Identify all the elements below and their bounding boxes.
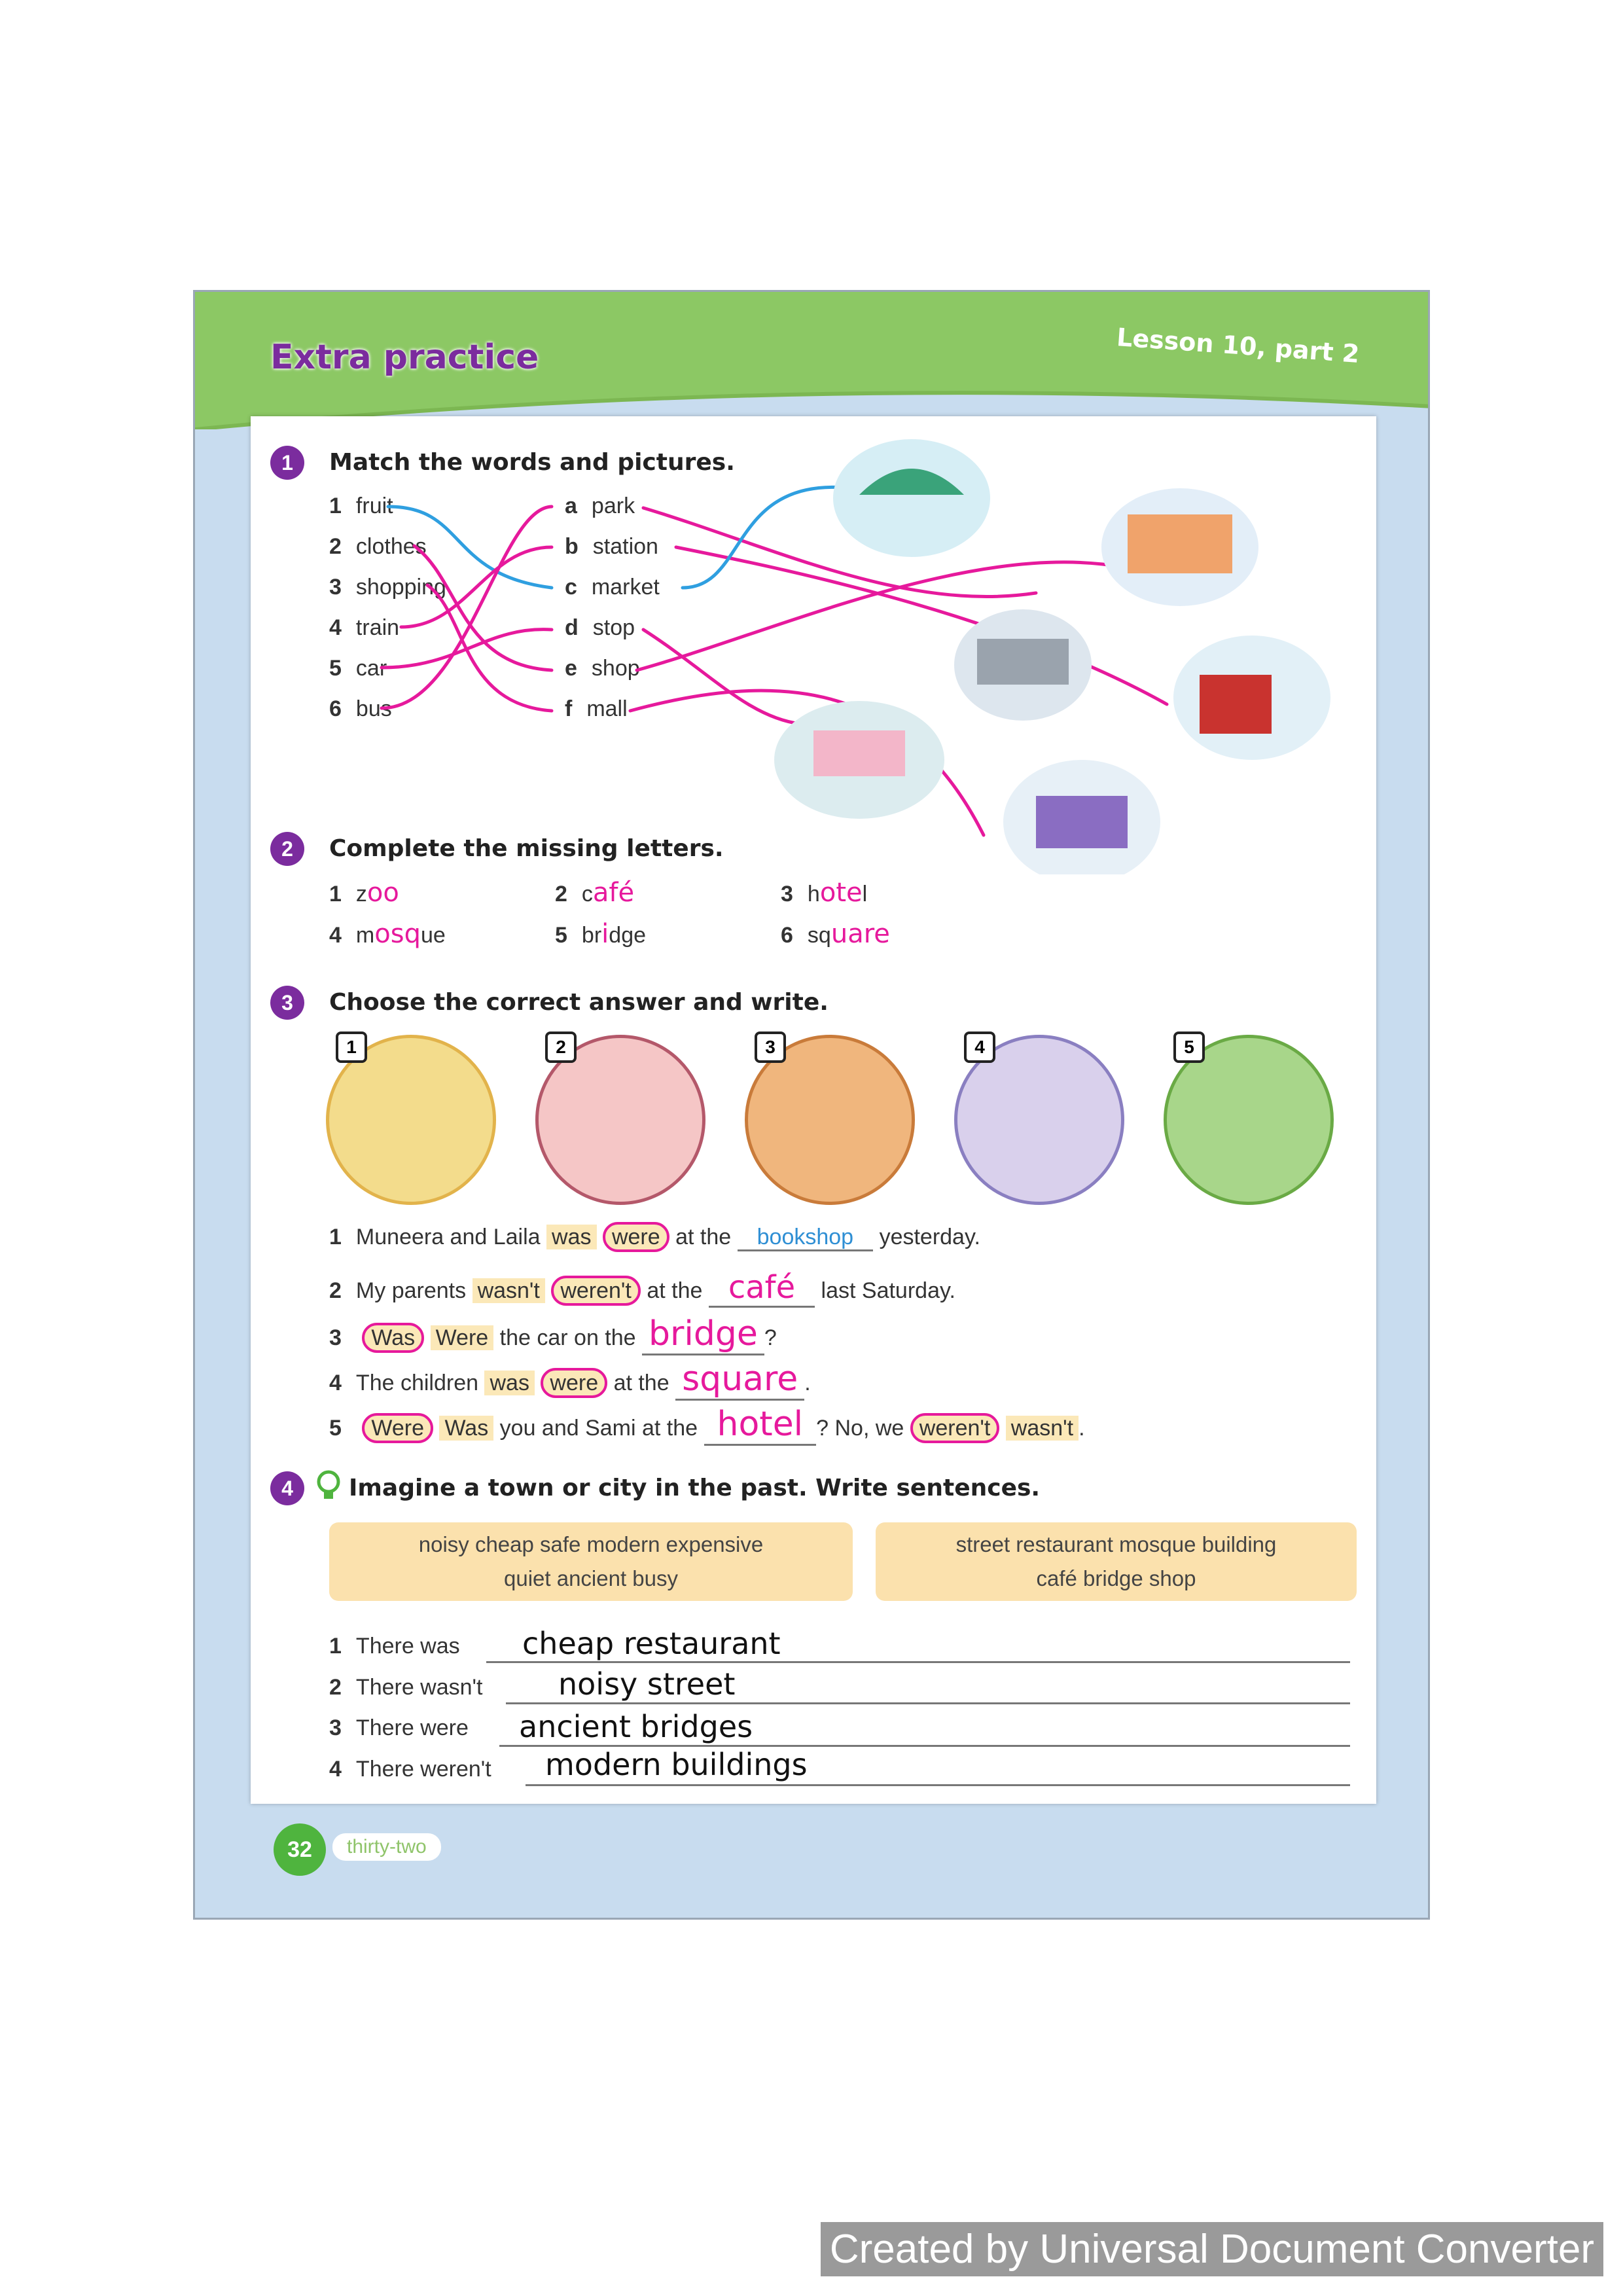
given-letters: m	[355, 923, 375, 948]
option-was[interactable]: Was	[439, 1416, 493, 1441]
sentence-text: ?	[764, 1325, 777, 1350]
item-word: park	[591, 493, 635, 518]
item-word: station	[592, 534, 658, 559]
prompt-text: There weren't	[355, 1757, 491, 1782]
exercise-1-heading: Match the words and pictures.	[329, 449, 735, 476]
matching-lines	[251, 416, 1376, 874]
sentence-text: last Saturday.	[821, 1278, 955, 1303]
item-number: 5	[329, 1416, 342, 1441]
word-box-line: noisy cheap safe modern expensive	[418, 1532, 764, 1556]
clothes-shop-shape	[1036, 796, 1128, 848]
word-box-line: street restaurant mosque building	[955, 1532, 1277, 1556]
writing-line	[506, 1702, 1350, 1704]
exercise-1-number: 1	[270, 446, 304, 480]
workbook-page	[193, 290, 1430, 1920]
answer-letters: uare	[830, 919, 890, 949]
sentence-text: yesterday.	[879, 1225, 980, 1249]
given-letters: br	[581, 923, 602, 948]
item-word: mall	[586, 696, 628, 721]
answer-letters: afé	[592, 878, 635, 908]
option-wasnt[interactable]: wasn't	[1006, 1416, 1079, 1441]
item-number: 6	[781, 923, 793, 948]
sentence-text: Muneera and Laila	[355, 1225, 541, 1249]
answer-letters: i	[601, 919, 609, 949]
word-box-line: café bridge shop	[1036, 1566, 1196, 1590]
match-line-car-park	[382, 630, 552, 668]
item-letter: f	[565, 696, 573, 721]
page-number: 32	[274, 1823, 326, 1876]
given-letters: ue	[420, 923, 446, 948]
scene-pictures	[774, 439, 1330, 874]
market-building-shape	[1128, 514, 1232, 573]
sentence-text: .	[1079, 1416, 1085, 1441]
item-number: 3	[781, 882, 793, 906]
picture-badge: 3	[755, 1031, 786, 1063]
option-were-circled[interactable]: were	[603, 1222, 669, 1252]
item-number: 3	[329, 1325, 342, 1350]
option-was[interactable]: was	[546, 1225, 596, 1249]
missing-letters-item	[555, 878, 634, 908]
item-word: bus	[355, 696, 392, 721]
item-letter: c	[565, 575, 577, 600]
answer-letters: oo	[366, 878, 399, 908]
item-number: 4	[329, 1757, 342, 1782]
written-answer-4[interactable]: modern buildings	[545, 1747, 808, 1782]
option-were[interactable]: Were	[431, 1325, 494, 1350]
written-answer-1[interactable]: cheap restaurant	[522, 1626, 781, 1661]
sentence-4	[329, 1359, 811, 1399]
answer-letters: osq	[374, 919, 421, 949]
nouns-word-box	[876, 1522, 1357, 1601]
answer-blank[interactable]: bridge	[642, 1314, 764, 1355]
item-number: 1	[329, 1634, 342, 1659]
item-number: 3	[329, 1715, 342, 1740]
answer-blank[interactable]: square	[675, 1359, 804, 1401]
item-number: 1	[329, 1225, 342, 1249]
item-number: 2	[329, 1278, 342, 1303]
given-letters: h	[807, 882, 820, 906]
sentence-text: the car on the	[499, 1325, 636, 1350]
lesson-label: Lesson 10, part 2	[1116, 323, 1361, 368]
match-line-fruit-market	[388, 507, 552, 588]
option-werent-circled[interactable]: weren't	[551, 1276, 641, 1306]
sentence-text: The children	[355, 1371, 479, 1395]
item-number: 1	[329, 493, 342, 518]
missing-letters-item	[781, 878, 867, 908]
writing-line	[486, 1661, 1350, 1663]
given-letters: sq	[807, 923, 831, 948]
exercise-3-number: 3	[270, 986, 304, 1020]
prompt-text: There were	[355, 1715, 469, 1740]
page-title: Extra practice	[270, 338, 539, 377]
sentence-1	[329, 1225, 980, 1250]
car-park-shape	[977, 639, 1069, 685]
item-number: 4	[329, 1371, 342, 1395]
sentence-2	[329, 1269, 955, 1306]
writing-line-3-prompt	[329, 1715, 469, 1741]
writing-line-4-prompt	[329, 1757, 491, 1782]
item-letter: d	[565, 615, 579, 640]
picture-line-market	[683, 487, 853, 588]
written-answer-3[interactable]: ancient bridges	[519, 1709, 753, 1744]
item-word: train	[355, 615, 400, 640]
prompt-text: There was	[355, 1634, 460, 1659]
exercise-2-number: 2	[270, 832, 304, 866]
converter-watermark: Created by Universal Document Converter	[821, 2222, 1603, 2276]
picture-badge: 2	[545, 1031, 577, 1063]
sentence-text: at the	[675, 1225, 732, 1249]
page-number-words: thirty-two	[332, 1833, 441, 1861]
sentence-5	[329, 1405, 1085, 1444]
answer-blank[interactable]: bookshop	[738, 1225, 873, 1251]
option-was-circled[interactable]: Was	[362, 1323, 424, 1353]
writing-line-1-prompt	[329, 1634, 460, 1659]
missing-letters-item	[781, 919, 890, 949]
option-werent-circled[interactable]: weren't	[910, 1413, 1000, 1443]
item-number: 4	[329, 923, 342, 948]
adjectives-word-box	[329, 1522, 853, 1601]
item-letter: b	[565, 534, 579, 559]
item-number: 6	[329, 696, 342, 721]
exercise-4-heading: Imagine a town or city in the past. Write sentences.	[349, 1475, 1041, 1501]
prompt-text: There wasn't	[355, 1675, 483, 1700]
item-number: 2	[329, 1675, 342, 1700]
option-was[interactable]: was	[484, 1371, 534, 1395]
item-number: 5	[329, 656, 342, 681]
given-letters: z	[355, 882, 367, 906]
page-header	[195, 292, 1430, 429]
exercise-sheet	[251, 416, 1376, 1804]
item-number: 2	[555, 882, 567, 906]
writing-line-2-prompt	[329, 1675, 483, 1700]
answer-letters: ote	[819, 878, 863, 908]
given-letters: dge	[609, 923, 647, 948]
item-number: 5	[555, 923, 567, 948]
written-answer-2[interactable]: noisy street	[558, 1666, 736, 1702]
item-word: stop	[592, 615, 635, 640]
missing-letters-item	[329, 919, 446, 949]
given-letters: l	[862, 882, 868, 906]
park-picture	[833, 439, 990, 557]
missing-letters-item	[555, 919, 646, 949]
item-letter: a	[565, 493, 577, 518]
sentence-text: at the	[613, 1371, 669, 1395]
sentence-text: .	[804, 1371, 811, 1395]
given-letters: c	[581, 882, 593, 906]
sentence-text: ? No, we	[816, 1416, 904, 1441]
item-number: 2	[329, 534, 342, 559]
item-letter: e	[565, 656, 577, 681]
sentence-text: My parents	[355, 1278, 467, 1303]
item-word: car	[355, 656, 387, 681]
item-word: clothes	[355, 534, 427, 559]
match-line-bus-stop	[382, 507, 552, 708]
item-number: 1	[329, 882, 342, 906]
missing-letters-item	[329, 878, 399, 908]
sentence-text: you and Sami at the	[499, 1416, 698, 1441]
picture-badge: 1	[336, 1031, 367, 1063]
exercise-2-heading: Complete the missing letters.	[329, 835, 724, 862]
item-word: shop	[591, 656, 640, 681]
item-word: shopping	[355, 575, 446, 600]
picture-line-station	[676, 547, 1167, 704]
station-building-shape	[1200, 675, 1272, 734]
lightbulb-icon	[314, 1469, 343, 1503]
option-were-circled[interactable]: Were	[362, 1413, 433, 1443]
picture-badge: 4	[964, 1031, 995, 1063]
sentence-3	[329, 1314, 777, 1354]
writing-line	[526, 1784, 1350, 1786]
answer-blank[interactable]: hotel	[704, 1405, 817, 1446]
item-number: 4	[329, 615, 342, 640]
option-wasnt[interactable]: wasn't	[473, 1278, 545, 1303]
item-word: fruit	[355, 493, 393, 518]
sentence-text: at the	[647, 1278, 703, 1303]
picture-badge: 5	[1173, 1031, 1205, 1063]
word-box-line: quiet ancient busy	[503, 1566, 678, 1590]
option-were-circled[interactable]: were	[541, 1368, 607, 1398]
item-word: market	[591, 575, 660, 600]
item-number: 3	[329, 575, 342, 600]
exercise-3-heading: Choose the correct answer and write.	[329, 989, 829, 1016]
answer-blank[interactable]: café	[709, 1269, 815, 1308]
exercise-4-number: 4	[270, 1471, 304, 1505]
bus-stop-shape	[813, 730, 905, 776]
